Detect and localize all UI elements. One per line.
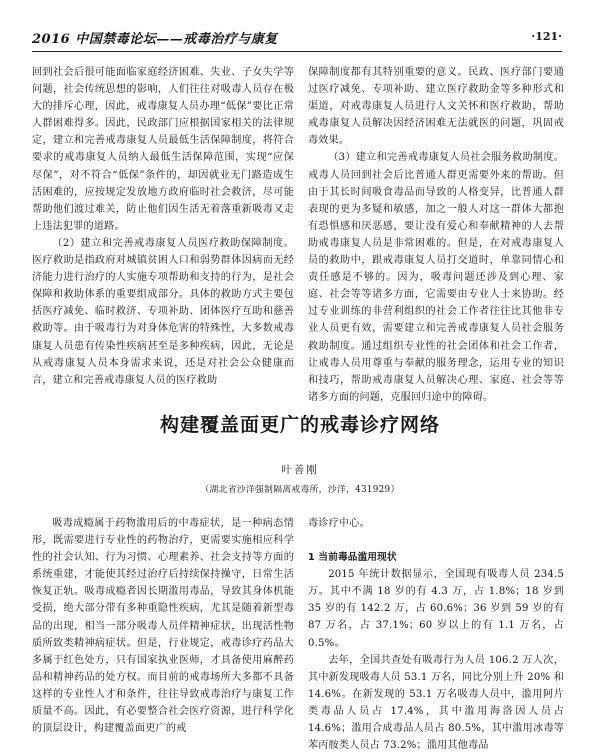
- paragraph: 吸毒成瘾属于药物滥用后的中毒症状，是一种病态情形，既需要进行专业性的药物治疗，更需要实施相应科学性的社会认知、行为习惯、心理素养、社会支持等方面的系统重建，才能使其经过治疗后持续保持操守，日常生活恢复正轨。吸毒成瘾者因长期滥用毒品，导致其身体机能受损，绝大部分带有多种重隐性疾病，尤其是随着新型毒品的出现，相当一部分吸毒人员伴精神症状，出现活性物质所致类精神病症状。但是，行业规定，戒毒诊疗药品大多属于红色处方，只有国家执业医师，才具备使用麻醉药品和精神药品的处方权。而目前的戒毒场所大多都不具备这样的专业性人才和条件，往往导致戒毒治疗与康复工作质量不高。因此，有必要整合社会医疗资源，进行科学化的顶层设计，构建覆盖面更广的戒: [32, 518, 294, 735]
- running-header: [32, 28, 562, 50]
- top-left-column: [32, 64, 294, 389]
- article-author: 叶善刚: [281, 464, 319, 476]
- paragraph: 回到社会后很可能面临家庭经济困难、失业、子女失学等问题，社会传统思想的影响，人们往往对吸毒人员存在极大的排斥心理，因此，戒毒康复人员办理“低保”要比正常人群困难得多。因此，民政部门应根据国家相关的法律规定，建立和完善戒毒康复人员最低生活保障制度，将符合要求的戒毒康复人员纳人最低生活保障范围，实现“应保尽保”，对不符合“低保”条件的，却因就业无门路造成生活困难的，应按规定发放地方政府临时社会救济，尽可能帮助他们渡过难关，防止他们因生活无着落重新吸毒又走上违法犯罪的道路。: [32, 67, 294, 232]
- paragraph: 去年，全国共查处有吸毒行为人员 106.2 万人次，其中新发现吸毒人员 53.1 万名，同比分别上升 20% 和 14.6%。在新发现的 53.1 万名吸毒人员中，滥用阿片类毒品人员占 17.4%，其中滥用海洛因人员占 14.6%；滥用合成毒品人员占 80.5%，其中滥用冰毒等苯丙胺类人员占 73.2%；滥用其他毒品: [308, 654, 564, 752]
- bottom-left-column: [32, 515, 294, 737]
- bottom-right-column: [308, 515, 564, 754]
- page-number: ·121·: [531, 30, 562, 43]
- journal-title: 2016 中国禁毒论坛——戒毒治疗与康复: [32, 32, 278, 47]
- article-affiliation: （湖北省沙洋强制隔离戒毒所，沙洋，431929）: [200, 485, 400, 495]
- paragraph: 保障制度都有其特别重要的意义。民政、医疗部门要通过医疗减免、专项补助、建立医疗救助金等多种形式和渠道，对戒毒康复人员进行人文关怀和医疗救助，帮助戒毒康复人员解决因经济困难无法就医的问题，巩固戒毒效果。: [308, 67, 564, 147]
- paragraph: （3）建立和完善戒毒康复人员社会服务救助制度。戒毒人员回到社会后比普通人群更需要外来的帮助。但由于其长时间吸食毒品而导致的人格变异，比普通人群表现的更为多疑和敏感，加之一般人对这一群体大都抱有恐惧感和厌恶感，要让没有爱心和奉献精神的人去帮助戒毒康复人员是非常困难的。但是，在对戒毒康复人员的救助中，跟戒毒康复人员打交道时，单靠同情心和责任感是不够的。因为，吸毒问题还涉及到心理、家庭、社会等等诸多方面，它需要由专业人士来协助。经过专业训练的非营利组织的社会工作者往往比其他非专业人员更有效，需要建立和完善戒毒康复人员社会服务救助制度。通过组织专业性的社会团体和社会工作者，让戒毒人员用尊重与奉献的服务理念，运用专业的知识和技巧，帮助戒毒康复人员解决心理、家庭、社会等等诸多方面的问题，克服回归途中的障碍。: [308, 152, 564, 403]
- section-heading: 1 当前毒品滥用现状: [308, 552, 397, 564]
- continued-text: 毒诊疗中心。: [308, 518, 370, 529]
- spacer: [308, 532, 564, 549]
- top-right-column: [308, 64, 564, 406]
- paragraph: 2015 年统计数据显示，全国现有吸毒人员 234.5 万。其中不满 18 岁的有 4.3 万，占 1.8%；18 岁到 35 岁的有 142.2 万，占 60.6%；36 岁到 59 岁的有 87 万名，占 37.1%；60 岁以上的有 1.1 万名，占 0.5%。: [308, 569, 564, 649]
- header-divider: [32, 51, 562, 52]
- article-title: 构建覆盖面更广的戒毒诊疗网络: [159, 414, 440, 436]
- paragraph: （2）建立和完善戒毒康复人员医疗救助保障制度。医疗救助是指政府对城镇贫困人口和弱势群体因病而无经济能力进行治疗的人实施专项帮助和支持的行为，是社会保障和救助体系的重要组成部分。具体的救助方式主要包括医疗减免、临时救济、专项补助、团体医疗互助和慈善救助等。由于吸毒行为对身体危害的特殊性，大多数戒毒康复人员患有传染性疾病甚至是多种疾病，因此，无论是从戒毒康复人员本身需求来说，还是对社会公众健康而言，建立和完善戒毒康复人员的医疗救助: [32, 237, 294, 386]
